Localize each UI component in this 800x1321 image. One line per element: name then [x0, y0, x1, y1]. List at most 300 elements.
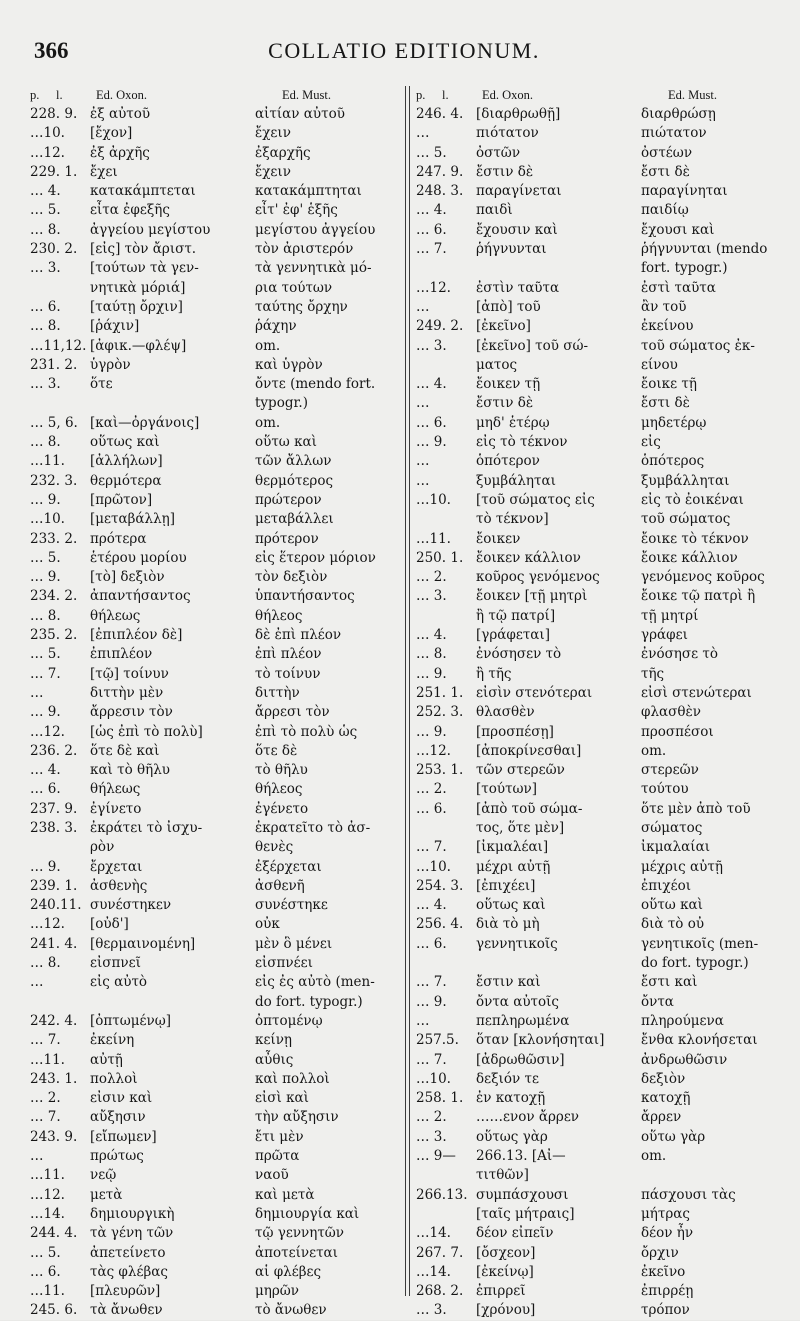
- reference-cell: 249. 2.: [416, 318, 464, 335]
- reference-cell: … 7.: [416, 839, 447, 856]
- collation-row: [416, 587, 796, 606]
- collation-row: [30, 607, 410, 626]
- ed-must-reading: θερμότερος: [255, 472, 334, 489]
- collation-row: [416, 182, 796, 201]
- ed-oxon-reading: τὸ τέκνον]: [476, 511, 549, 528]
- reference-cell: … 5.: [416, 144, 447, 161]
- reference-cell: … 5.: [30, 646, 61, 663]
- collation-row: [416, 356, 796, 375]
- reference-cell: … 6.: [416, 414, 447, 431]
- collation-row: [416, 858, 796, 877]
- collation-row: [30, 1012, 410, 1031]
- ed-must-reading: οὐκ: [255, 916, 280, 933]
- ed-must-reading: ἐστὶ ταῦτα: [641, 279, 716, 296]
- ed-oxon-reading: πρότερα: [90, 530, 147, 547]
- reference-cell: 258. 1.: [416, 1090, 464, 1107]
- collation-row: [30, 645, 410, 664]
- collation-row: [416, 279, 796, 298]
- reference-cell: 266.13.: [416, 1186, 468, 1203]
- ed-must-reading: do fort. typogr.): [255, 993, 363, 1010]
- ed-oxon-reading: τὰ ἄνωθεν: [90, 1302, 163, 1319]
- reference-cell: 232. 3.: [30, 472, 78, 489]
- ed-oxon-reading: ὅταν [κλονήσηται]: [476, 1032, 605, 1049]
- collation-column-left: [30, 88, 410, 1321]
- ed-oxon-reading: τὰς φλέβας: [90, 1263, 168, 1280]
- reference-cell: 248. 3.: [416, 183, 464, 200]
- ed-oxon-reading: τος, ὅτε μὲν]: [476, 819, 565, 836]
- ed-oxon-reading: ῥήγνυνται: [476, 241, 547, 258]
- reference-cell: …: [416, 395, 430, 412]
- collation-column-right: [416, 88, 796, 1321]
- ed-must-reading: ναοῦ: [255, 1167, 289, 1184]
- reference-cell: … 8.: [30, 434, 61, 451]
- ed-oxon-reading: ἔστιν δὲ: [476, 163, 534, 180]
- ed-oxon-reading: ἔοικεν [τῇ μητρὶ: [476, 588, 588, 605]
- collation-row: [30, 375, 410, 394]
- ed-must-reading: δεξιὸν: [641, 1070, 686, 1087]
- collation-row: [416, 1089, 796, 1108]
- ed-oxon-reading: πιότατον: [476, 125, 539, 142]
- running-title: COLLATIO EDITIONUM.: [268, 38, 540, 63]
- ed-oxon-reading: [ἀπὸ] τοῦ: [476, 298, 541, 315]
- collation-row: [30, 182, 410, 201]
- ed-must-reading: διὰ τὸ οὐ: [641, 916, 705, 933]
- ed-must-reading: τῶν ἄλλων: [255, 453, 332, 470]
- ed-must-reading: μηρῶν: [255, 1283, 300, 1300]
- reference-cell: …14.: [30, 1205, 65, 1222]
- ed-oxon-reading: εἰσὶν στενότεραι: [476, 684, 593, 701]
- ed-oxon-reading: αὐτῇ: [90, 1051, 123, 1068]
- ed-must-reading: ταύτης ὄρχην: [255, 298, 348, 315]
- ed-oxon-reading: ὀστῶν: [476, 144, 521, 161]
- collation-row: [30, 761, 410, 780]
- ed-must-reading: ἔτι μὲν: [255, 1128, 304, 1145]
- ed-oxon-reading: [ἀποκρίνεσθαι]: [476, 742, 582, 759]
- ed-must-reading: ὁπότερος: [641, 453, 705, 470]
- ed-oxon-reading: ἑτέρου μορίου: [90, 549, 187, 566]
- reference-cell: … 8.: [30, 607, 61, 624]
- collation-row: [416, 626, 796, 645]
- ed-must-reading: εἶτ' ἐφ' ἑξῆς: [255, 202, 338, 219]
- header-line: l.: [442, 88, 449, 102]
- collation-row: [30, 1282, 410, 1301]
- collation-row: [416, 935, 796, 954]
- running-head: [34, 38, 774, 66]
- collation-row: [416, 800, 796, 819]
- ed-oxon-reading: ἐκράτει τὸ ἰσχυ-: [90, 819, 203, 836]
- header-ed-oxon: Ed. Oxon.: [96, 88, 148, 102]
- reference-cell: … 7.: [416, 1051, 447, 1068]
- ed-must-reading: τὸν δεξιὸν: [255, 569, 328, 586]
- collation-row: [30, 317, 410, 336]
- ed-oxon-reading: μετὰ: [90, 1186, 123, 1203]
- ed-must-reading: ἀνδρωθῶσιν: [641, 1051, 728, 1068]
- collation-row: [416, 1186, 796, 1205]
- reference-cell: … 5.: [30, 1244, 61, 1261]
- reference-cell: 243. 9.: [30, 1128, 78, 1145]
- header-ed-must: Ed. Must.: [668, 88, 717, 102]
- reference-cell: … 8.: [30, 318, 61, 335]
- ed-oxon-reading: ἐξ αὐτοῦ: [90, 106, 151, 122]
- ed-must-reading: τὰ γεννητικὰ μό-: [255, 260, 372, 277]
- collation-row: [416, 665, 796, 684]
- ed-must-reading: τρόπον: [641, 1302, 690, 1319]
- ed-oxon-reading: [ἰκμαλέαι]: [476, 839, 549, 856]
- reference-cell: …: [416, 453, 430, 470]
- reference-cell: …: [416, 298, 430, 315]
- reference-cell: … 9.: [30, 858, 61, 875]
- header-ed-must: Ed. Must.: [282, 88, 331, 102]
- collation-row: [416, 1012, 796, 1031]
- ed-oxon-reading: [ἀπὸ τοῦ σώμα-: [476, 800, 583, 817]
- reference-cell: … 9.: [30, 569, 61, 586]
- collation-row: [30, 105, 410, 124]
- reference-cell: 253. 1.: [416, 762, 464, 779]
- collation-row: [416, 1282, 796, 1301]
- ed-oxon-reading: ἀσθενὴς: [90, 877, 148, 894]
- collation-row: [416, 530, 796, 549]
- collation-row: [416, 1108, 796, 1127]
- ed-must-reading: μὲν ὃ μένει: [255, 935, 333, 952]
- reference-cell: …10.: [416, 1070, 451, 1087]
- ed-oxon-reading: συνέστηκεν: [90, 897, 172, 914]
- ed-oxon-reading: εἶτα ἐφεξῆς: [90, 202, 170, 219]
- reference-cell: 244. 4.: [30, 1225, 78, 1242]
- ed-oxon-reading: ξυμβάληται: [476, 472, 556, 489]
- collation-row: [416, 993, 796, 1012]
- ed-must-reading: ἔχειν: [255, 163, 291, 180]
- ed-oxon-reading: [ὄσχεον]: [476, 1244, 536, 1261]
- reference-cell: 243. 1.: [30, 1070, 78, 1087]
- reference-cell: … 5.: [30, 549, 61, 566]
- ed-must-reading: ἔχειν: [255, 125, 291, 142]
- ed-oxon-reading: [ῥάχιν]: [90, 318, 140, 335]
- reference-cell: … 8.: [30, 221, 61, 238]
- collation-row: [30, 298, 410, 317]
- collation-row: [30, 472, 410, 491]
- reference-cell: … 2.: [30, 1090, 61, 1107]
- reference-cell: … 8.: [416, 646, 447, 663]
- ed-oxon-reading: γεννητικοῖς: [476, 935, 558, 952]
- ed-must-reading: τοῦ σώματος ἐκ-: [641, 337, 755, 354]
- ed-must-reading: ὄντε (mendo fort.: [255, 376, 376, 393]
- collation-row: [416, 240, 796, 259]
- ed-must-reading: πιώτατον: [641, 125, 707, 142]
- collation-row: [30, 1186, 410, 1205]
- ed-oxon-reading: [εἰς] τὸν ἄριστ.: [90, 241, 197, 258]
- reference-cell: … 9.: [30, 704, 61, 721]
- ed-must-reading: τὴν αὔξησιν: [255, 1109, 339, 1126]
- ed-must-reading: καὶ μετὰ: [255, 1186, 315, 1203]
- reference-cell: …10.: [30, 511, 65, 528]
- reference-cell: … 9.: [416, 993, 447, 1010]
- ed-oxon-reading: [ταῖς μήτραις]: [476, 1205, 575, 1222]
- collation-row: [416, 144, 796, 163]
- ed-oxon-reading: ὅτε: [90, 376, 113, 393]
- ed-oxon-reading: [ἐκεῖνο]: [476, 318, 531, 335]
- reference-cell: …12.: [30, 916, 65, 933]
- reference-cell: …12.: [416, 742, 451, 759]
- reference-cell: … 5.: [30, 202, 61, 219]
- reference-cell: … 4.: [416, 627, 447, 644]
- reference-cell: …: [416, 125, 430, 142]
- collation-row: [30, 356, 410, 375]
- ed-must-reading: προσπέσοι: [641, 723, 714, 740]
- reference-cell: … 4.: [416, 202, 447, 219]
- collation-row: [30, 259, 410, 278]
- ed-must-reading: ἐπιχέοι: [641, 877, 692, 894]
- collation-row: [416, 472, 796, 491]
- collation-row: [30, 337, 410, 356]
- ed-oxon-reading: ὁπότερον: [476, 453, 540, 470]
- ed-must-reading: ἔστι καὶ: [641, 974, 698, 991]
- reference-cell: 236. 2.: [30, 742, 78, 759]
- collation-row: [416, 163, 796, 182]
- ed-oxon-reading: [ὀπτωμένῳ]: [90, 1012, 171, 1029]
- ed-must-reading: ἔοικε τῇ: [641, 376, 697, 393]
- ed-must-reading: αὖθις: [255, 1051, 294, 1068]
- ed-oxon-reading: θλασθὲν: [476, 704, 535, 721]
- collation-row: [30, 1263, 410, 1282]
- ed-must-reading: τῷ γεννητῶν: [255, 1225, 345, 1242]
- collation-row: [416, 201, 796, 220]
- collation-row: [30, 568, 410, 587]
- ed-must-reading: διττὴν: [255, 684, 300, 701]
- collation-row: [416, 896, 796, 915]
- reference-cell: …: [30, 974, 44, 991]
- ed-oxon-reading: συμπάσχουσι: [476, 1186, 569, 1203]
- ed-must-reading: ἔστι δὲ: [641, 395, 690, 412]
- ed-must-reading: εἰς: [641, 434, 661, 451]
- ed-oxon-reading: ἐν κατοχῇ: [476, 1090, 546, 1107]
- ed-oxon-reading: εἰς τὸ τέκνον: [476, 434, 568, 451]
- collation-row: [30, 433, 410, 452]
- ed-oxon-reading: [προσπέσῃ]: [476, 723, 554, 740]
- collation-row: [30, 915, 410, 934]
- collation-row: [30, 896, 410, 915]
- ed-oxon-reading: θήλεως: [90, 781, 141, 798]
- ed-oxon-reading: [ὡς ἐπὶ τὸ πολὺ]: [90, 723, 203, 740]
- collation-row: [30, 1031, 410, 1050]
- ed-oxon-reading: [θερμαινομένη]: [90, 935, 196, 952]
- collation-row: [416, 375, 796, 394]
- collation-row: [416, 1147, 796, 1166]
- ed-must-reading: γενητικοῖς (men-: [641, 935, 759, 952]
- ed-must-reading: μηδετέρῳ: [641, 414, 707, 431]
- collation-row: [416, 761, 796, 780]
- reference-cell: 257.5.: [416, 1032, 459, 1049]
- reference-cell: 247. 9.: [416, 163, 464, 180]
- collation-row: [416, 1031, 796, 1050]
- reference-cell: …14.: [416, 1263, 451, 1280]
- ed-must-reading: ἐξέρχεται: [255, 858, 322, 875]
- reference-cell: …10.: [30, 125, 65, 142]
- collation-row: [30, 1166, 410, 1185]
- collation-row: [416, 1301, 796, 1320]
- reference-cell: 252. 3.: [416, 704, 464, 721]
- reference-cell: …12.: [30, 723, 65, 740]
- ed-must-reading: είνου: [641, 356, 678, 373]
- collation-row: [30, 1128, 410, 1147]
- ed-must-reading: τῇ μητρί: [641, 607, 699, 624]
- collation-row: [416, 973, 796, 992]
- ed-must-reading: πρώτερον: [255, 491, 322, 508]
- ed-must-reading: ἐκεῖνο: [641, 1263, 686, 1280]
- collation-row: [416, 568, 796, 587]
- collation-row: [416, 1224, 796, 1243]
- reference-cell: … 4.: [30, 762, 61, 779]
- ed-oxon-reading: [διαρθρωθῇ]: [476, 106, 561, 122]
- ed-must-reading: φλασθὲν: [641, 704, 701, 721]
- collation-row: [30, 1224, 410, 1243]
- reference-cell: 235. 2.: [30, 627, 78, 644]
- reference-cell: … 5, 6.: [30, 414, 78, 431]
- collation-row: [416, 645, 796, 664]
- ed-must-reading: πρότερον: [255, 530, 319, 547]
- ed-must-reading: ἐγένετο: [255, 800, 309, 817]
- collation-row: [30, 549, 410, 568]
- reference-cell: …14.: [416, 1225, 451, 1242]
- ed-must-reading: μεταβάλλει: [255, 511, 334, 528]
- reference-cell: 246. 4.: [416, 106, 464, 122]
- collation-row: [416, 607, 796, 626]
- collation-row: [416, 723, 796, 742]
- reference-cell: …12.: [416, 279, 451, 296]
- reference-cell: … 6.: [416, 800, 447, 817]
- ed-oxon-reading: ἐκείνη: [90, 1032, 135, 1049]
- ed-oxon-reading: εἰσιν καὶ: [90, 1090, 153, 1107]
- collation-rows: [416, 105, 796, 1321]
- header-ed-oxon: Ed. Oxon.: [482, 88, 534, 102]
- reference-cell: … 7.: [416, 241, 447, 258]
- collation-row: [30, 935, 410, 954]
- collation-row: [416, 433, 796, 452]
- reference-cell: 242. 4.: [30, 1012, 78, 1029]
- ed-must-reading: εἰς τὸ ἐοικέναι: [641, 491, 744, 508]
- reference-cell: 230. 2.: [30, 241, 78, 258]
- ed-must-reading: ξυμβάλληται: [641, 472, 730, 489]
- ed-oxon-reading: δεξιόν τε: [476, 1070, 539, 1087]
- collation-row: [30, 819, 410, 838]
- ed-oxon-reading: θερμότερα: [90, 472, 162, 489]
- collation-row: [416, 1070, 796, 1089]
- ed-must-reading: οὕτω γὰρ: [641, 1128, 706, 1145]
- reference-cell: … 9—: [416, 1148, 456, 1165]
- ed-must-reading: ἐπὶ τὸ πολὺ ὡς: [255, 723, 358, 740]
- reference-cell: 245. 6.: [30, 1302, 78, 1319]
- reference-cell: … 4.: [416, 897, 447, 914]
- reference-cell: … 3.: [416, 337, 447, 354]
- collation-row: [30, 1147, 410, 1166]
- ed-must-reading: ὅτε δὲ: [255, 742, 298, 759]
- reference-cell: 237. 9.: [30, 800, 78, 817]
- ed-oxon-reading: [χρόνου]: [476, 1302, 536, 1319]
- ed-oxon-reading: νητικὰ μόριά]: [90, 279, 186, 296]
- ed-must-reading: ρια τούτων: [255, 279, 333, 296]
- collation-row: [30, 1051, 410, 1070]
- collation-row: [30, 665, 410, 684]
- reference-cell: … 6.: [30, 781, 61, 798]
- reference-cell: … 9.: [416, 665, 447, 682]
- ed-oxon-reading: [καὶ—ὀργάνοις]: [90, 414, 200, 431]
- reference-cell: 239. 1.: [30, 877, 78, 894]
- ed-must-reading: τὸ ἄνωθεν: [255, 1302, 327, 1319]
- ed-must-reading: ὄρχιν: [641, 1244, 679, 1261]
- ed-oxon-reading: [ἐπιχέει]: [476, 877, 536, 894]
- collation-rows: [30, 105, 410, 1321]
- ed-must-reading: εἰς ἕτερον μόριον: [255, 549, 376, 566]
- column-header: [30, 88, 410, 105]
- collation-row: [416, 414, 796, 433]
- ed-oxon-reading: [ἐπιπλέον δὲ]: [90, 627, 183, 644]
- collation-row: [416, 703, 796, 722]
- collation-row: [30, 221, 410, 240]
- ed-must-reading: γενόμενος κοῦρος: [641, 569, 765, 586]
- reference-cell: …: [416, 472, 430, 489]
- ed-oxon-reading: [ἀφικ.—φλέψ]: [90, 337, 187, 354]
- collation-row: [30, 723, 410, 742]
- ed-oxon-reading: ἔοικεν κάλλιον: [476, 549, 581, 566]
- collation-row: [30, 1108, 410, 1127]
- ed-must-reading: ἐπιρρέῃ: [641, 1283, 694, 1300]
- reference-cell: … 3.: [416, 1128, 447, 1145]
- reference-cell: … 6.: [30, 298, 61, 315]
- ed-must-reading: πάσχουσι τὰς: [641, 1186, 736, 1203]
- reference-cell: 256. 4.: [416, 916, 464, 933]
- ed-must-reading: εἰς ἐς αὐτὸ (men-: [255, 974, 375, 991]
- ed-oxon-reading: πολλοὶ: [90, 1070, 138, 1087]
- reference-cell: …12.: [30, 144, 65, 161]
- ed-must-reading: οὕτω καὶ: [255, 434, 317, 451]
- ed-must-reading: θενὲς: [255, 839, 294, 856]
- reference-cell: … 8.: [30, 955, 61, 972]
- ed-oxon-reading: παραγίνεται: [476, 183, 562, 200]
- ed-oxon-reading: ἔχουσιν καὶ: [476, 221, 558, 238]
- header-page: p.: [30, 88, 40, 102]
- ed-oxon-reading: [πλευρῶν]: [90, 1283, 161, 1300]
- ed-must-reading: om.: [641, 742, 667, 759]
- reference-cell: 233. 2.: [30, 530, 78, 547]
- ed-must-reading: ἐνόσησε τὸ: [641, 646, 718, 663]
- reference-cell: … 6.: [416, 221, 447, 238]
- collation-row: [30, 1089, 410, 1108]
- ed-must-reading: fort. typogr.): [641, 260, 728, 277]
- collation-row: [30, 491, 410, 510]
- ed-oxon-reading: [γράφεται]: [476, 627, 550, 644]
- collation-row: [30, 1244, 410, 1263]
- collation-row: [30, 1205, 410, 1224]
- collation-row: [30, 201, 410, 220]
- ed-oxon-reading: δέον εἰπεῖν: [476, 1225, 554, 1242]
- ed-oxon-reading: αὔξησιν: [90, 1109, 146, 1126]
- collation-row: [30, 973, 410, 992]
- ed-must-reading: τούτου: [641, 781, 689, 798]
- reference-cell: …: [30, 1148, 44, 1165]
- ed-must-reading: om.: [255, 414, 281, 431]
- ed-must-reading: κατακάμπτηται: [255, 183, 362, 200]
- ed-must-reading: ἂν τοῦ: [641, 298, 687, 315]
- ed-oxon-reading: [οὐδ']: [90, 916, 129, 933]
- ed-oxon-reading: νεῷ: [90, 1167, 117, 1184]
- reference-cell: … 2.: [416, 569, 447, 586]
- ed-oxon-reading: οὕτως γὰρ: [476, 1128, 548, 1145]
- ed-oxon-reading: παιδὶ: [476, 202, 513, 219]
- collation-row: [30, 742, 410, 761]
- ed-oxon-reading: τὰ γένη τῶν: [90, 1225, 174, 1242]
- ed-must-reading: τῆς: [641, 665, 665, 682]
- ed-oxon-reading: ἔρχεται: [90, 858, 143, 875]
- collation-row: [30, 452, 410, 471]
